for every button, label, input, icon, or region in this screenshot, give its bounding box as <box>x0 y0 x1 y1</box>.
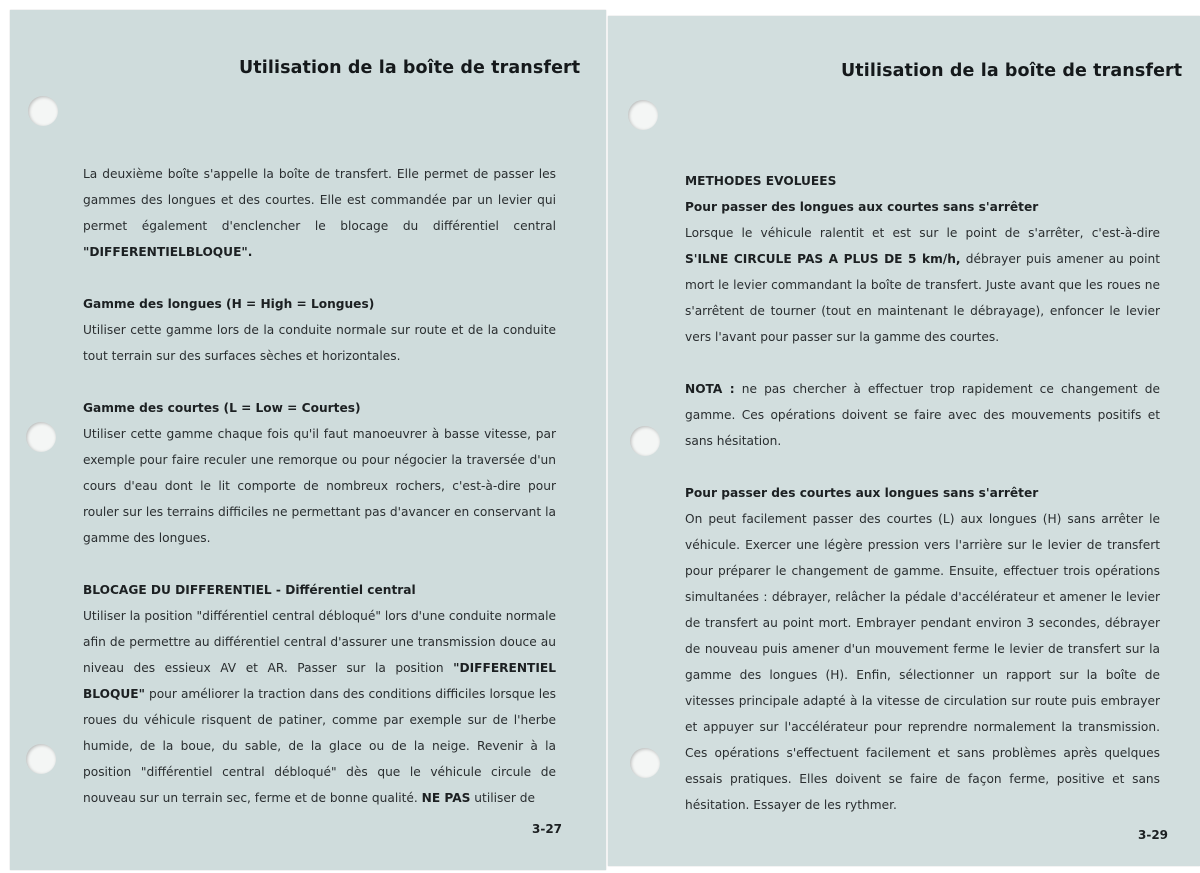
left-page <box>10 10 606 870</box>
page-number: 3-27 <box>532 822 563 836</box>
low-to-high-heading: Pour passer des courtes aux longues sans s'arrêter <box>685 486 1039 500</box>
page-title: Utilisation de la boîte de transfert <box>841 61 1183 81</box>
intro-paragraph: La deuxième boîte s'appelle la boîte de transfert. Elle permet de passer les gammes des longues et des courtes. Elle est commandée par un levier qui permet également d'enclencher le blocage du différentiel central "DIFFERENTIELBLOQUE". <box>83 167 556 259</box>
high-range-heading: Gamme des longues (H = High = Longues) <box>83 297 375 311</box>
low-range-paragraph: Utiliser cette gamme chaque fois qu'il faut manoeuvrer à basse vitesse, par exemple pour faire reculer une remorque ou pour négocier la traversée d'un cours d'eau dont le lit comporte de nombreux rochers, c'est-à-dire pour rouler sur les terrains difficiles ne permettant pas d'avancer en conservant la gamme des longues. <box>83 427 556 545</box>
right-page <box>608 16 1200 866</box>
binder-hole-bottom <box>26 744 56 774</box>
section-heading: METHODES EVOLUEES <box>685 174 837 188</box>
left-page-body <box>83 161 556 811</box>
binder-hole-bottom <box>630 748 660 778</box>
low-range-heading: Gamme des courtes (L = Low = Courtes) <box>83 401 361 415</box>
diff-lock-paragraph: Utiliser la position "différentiel central débloqué" lors d'une conduite normale afin de permettre au différentiel central d'assurer une transmission douce au niveau des essieux AV et AR. Passer sur la position "DIFFERENTIEL BLOQUE" pour améliorer la traction dans des conditions difficiles lorsque les roues du véhicule risquent de patiner, comme par exemple sur de l'herbe humide, de la boue, du sable, de la glace ou de la neige. Revenir à la position "différentiel central débloqué" dès que le véhicule circule de nouveau sur un terrain sec, ferme et de bonne qualité. NE PAS utiliser de <box>83 609 556 805</box>
nota-paragraph: NOTA : ne pas chercher à effectuer trop rapidement ce changement de gamme. Ces opérations doivent se faire avec des mouvements positifs et sans hésitation. <box>685 382 1160 448</box>
binder-hole-top <box>628 100 658 130</box>
high-to-low-heading: Pour passer des longues aux courtes sans s'arrêter <box>685 200 1039 214</box>
low-to-high-paragraph: On peut facilement passer des courtes (L) aux longues (H) sans arrêter le véhicule. Exercer une légère pression vers l'arrière sur le levier de transfert pour préparer le changement de gamme. Ensuite, effectuer trois opérations simultanées : débrayer, relâcher la pédale d'accélérateur et amener le levier de transfert au point mort. Embrayer pendant environ 3 secondes, débrayer de nouveau puis amener d'un mouvement ferme le levier de transfert sur la gamme des longues (H). Enfin, sélectionner un rapport sur la boîte de vitesses principale adapté à la vitesse de circulation sur route puis embrayer et appuyer sur l'accélérateur pour reprendre normalement la transmission. Ces opérations s'effectuent facilement et sans problèmes après quelques essais pratiques. Elles doivent se faire de façon ferme, positive et sans hésitation. Essayer de les rythmer. <box>685 512 1160 812</box>
page-number: 3-29 <box>1138 828 1169 842</box>
binder-hole-top <box>28 96 58 126</box>
high-to-low-paragraph: Lorsque le véhicule ralentit et est sur le point de s'arrêter, c'est-à-dire S'ILNE CIRCULE PAS A PLUS DE 5 km/h, débrayer puis amener au point mort le levier commandant la boîte de transfert. Juste avant que les roues ne s'arrêtent de tourner (tout en maintenant le débrayage), enfoncer le levier vers l'avant pour passer sur la gamme des courtes. <box>685 226 1160 344</box>
high-range-paragraph: Utiliser cette gamme lors de la conduite normale sur route et de la conduite tout terrain sur des surfaces sèches et horizontales. <box>83 323 556 363</box>
diff-lock-heading: BLOCAGE DU DIFFERENTIEL - Différentiel central <box>83 583 416 597</box>
binder-hole-middle <box>26 422 56 452</box>
page-title: Utilisation de la boîte de transfert <box>239 58 581 78</box>
binder-hole-middle <box>630 426 660 456</box>
right-page-body <box>685 168 1160 818</box>
